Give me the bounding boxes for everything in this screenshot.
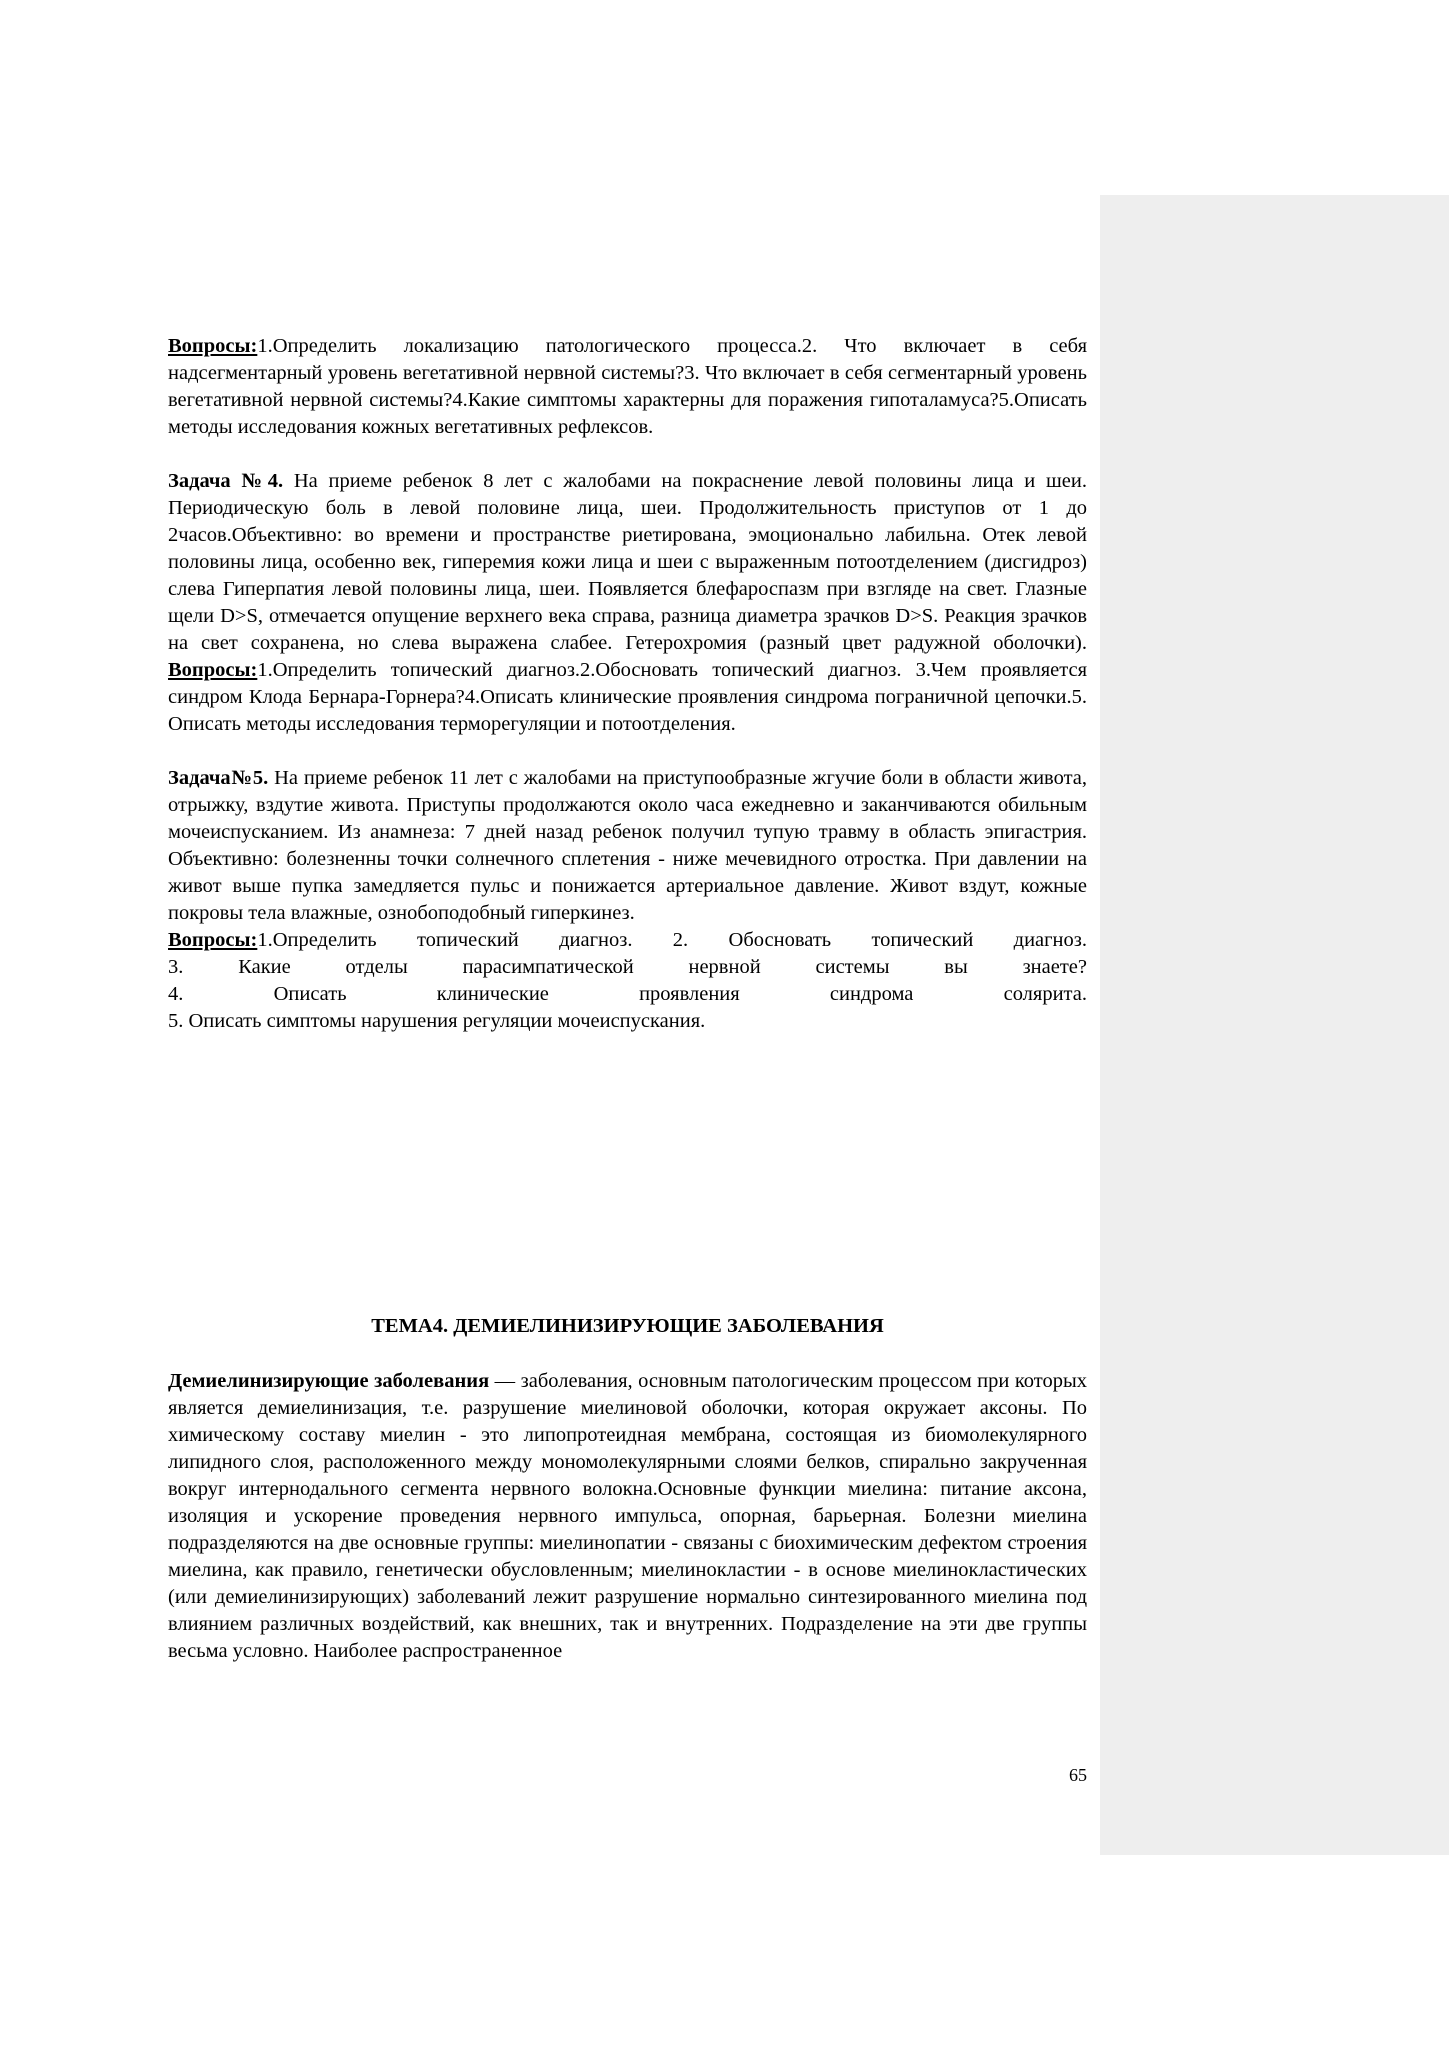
task-5-question-4: 4. Описать клинические проявления синдрома солярита. xyxy=(168,983,1087,1005)
task-4-paragraph xyxy=(168,468,1087,738)
task-5-question-1-2: 1.Определить топический диагноз. 2. Обосновать топический диагноз. xyxy=(257,929,1087,951)
questions-paragraph-1 xyxy=(168,333,1087,441)
comment-margin-pane xyxy=(1100,195,1449,1855)
page-number: 65 xyxy=(1069,1765,1087,1785)
task-5-question-5: 5. Описать симптомы нарушения регуляции мочеиспускания. xyxy=(168,1010,706,1032)
task-5-text: На приеме ребенок 11 лет с жалобами на приступообразные жгучие боли в области живота, отрыжку, вздутие живота. Приступы продолжаются около часа ежедневно и заканчиваются обильным мочеиспусканием. Из анамнеза: 7 дней назад ребенок получил тупую травму в область эпигастрия. Объективно: болезненны точки солнечного сплетения - ниже мечевидного отростка. При давлении на живот выше пупка замедляется пульс и понижается артериальное давление. Живот вздут, кожные покровы тела влажные, ознобоподобный гиперкинез. xyxy=(168,767,1088,924)
questions-label: Вопросы: xyxy=(168,335,258,357)
task-5-questions-label: Вопросы: xyxy=(168,929,258,951)
task-4-questions-label: Вопросы: xyxy=(168,659,258,681)
task-4-label: Задача №4. xyxy=(168,470,284,492)
task-5-questions-line-1 xyxy=(168,927,1087,954)
body-text-column xyxy=(168,333,1087,1035)
task-4-questions-text: 1.Определить топический диагноз.2.Обосновать топический диагноз. 3.Чем проявляется синдром Клода Бернара-Горнера?4.Описать клинические проявления синдрома пограничной цепочки.5. Описать методы исследования терморегуляции и потоотделения. xyxy=(168,659,1087,735)
task-5-paragraph xyxy=(168,765,1087,927)
definition-text: — заболевания, основным патологическим процессом при которых является демиелинизация, т.е. разрушение миелиновой оболочки, которая окружает аксоны. По химическому составу миелин - это липопротеидная мембрана, состоящая из биомолекулярного липидного слоя, расположенного между мономолекулярными слоями белков, спирально закрученная вокруг интернодального сегмента нервного волокна.Основные функции миелина: питание аксона, изоляция и ускорение проведения нервного импульса, опорная, барьерная. Болезни миелина подразделяются на две основные группы: миелинопатии - связаны с биохимическим дефектом строения миелина, как правило, генетически обусловленным; миелинокластии - в основе миелинокластических (или демиелинизирующих) заболеваний лежит разрушение нормально синтезированного миелина под влиянием различных воздействий, как внешних, так и внутренних. Подразделение на эти две группы весьма условно. Наиболее распространенное xyxy=(168,1370,1087,1662)
definition-term: Демиелинизирующие заболевания xyxy=(168,1370,490,1392)
questions-text: 1.Определить локализацию патологического процесса.2. Что включает в себя надсегментарный уровень вегетативной нервной системы?3. Что включает в себя сегментарный уровень вегетативной нервной системы?4.Какие симптомы характерны для поражения гипоталамуса?5.Описать методы исследования кожных вегетативных рефлексов. xyxy=(168,335,1087,438)
task-5-question-3: 3. Какие отделы парасимпатической нервной системы вы знаете? xyxy=(168,956,1087,978)
task-5-label: Задача№5. xyxy=(168,767,269,789)
task-4-text: На приеме ребенок 8 лет с жалобами на покраснение левой половины лица и шеи. Периодическую боль в левой половине лица, шеи. Продолжительность приступов от 1 до 2часов.Объективно: во времени и пространстве риетирована, эмоционально лабильна. Отек левой половины лица, особенно век, гиперемия кожи лица и шеи с выраженным потоотделением (дисгидроз) слева Гиперпатия левой половины лица, шеи. Появляется блефароспазм при взгляде на свет. Глазные щели D>S, отмечается опущение верхнего века справа, разница диаметра зрачков D>S. Реакция зрачков на свет сохранена, но слева выражена слабее. Гетерохромия (разный цвет радужной оболочки). xyxy=(168,470,1088,654)
demyelinating-diseases-paragraph xyxy=(168,1368,1087,1665)
topic-heading: ТЕМА4. ДЕМИЕЛИНИЗИРУЮЩИЕ ЗАБОЛЕВАНИЯ xyxy=(371,1315,884,1337)
